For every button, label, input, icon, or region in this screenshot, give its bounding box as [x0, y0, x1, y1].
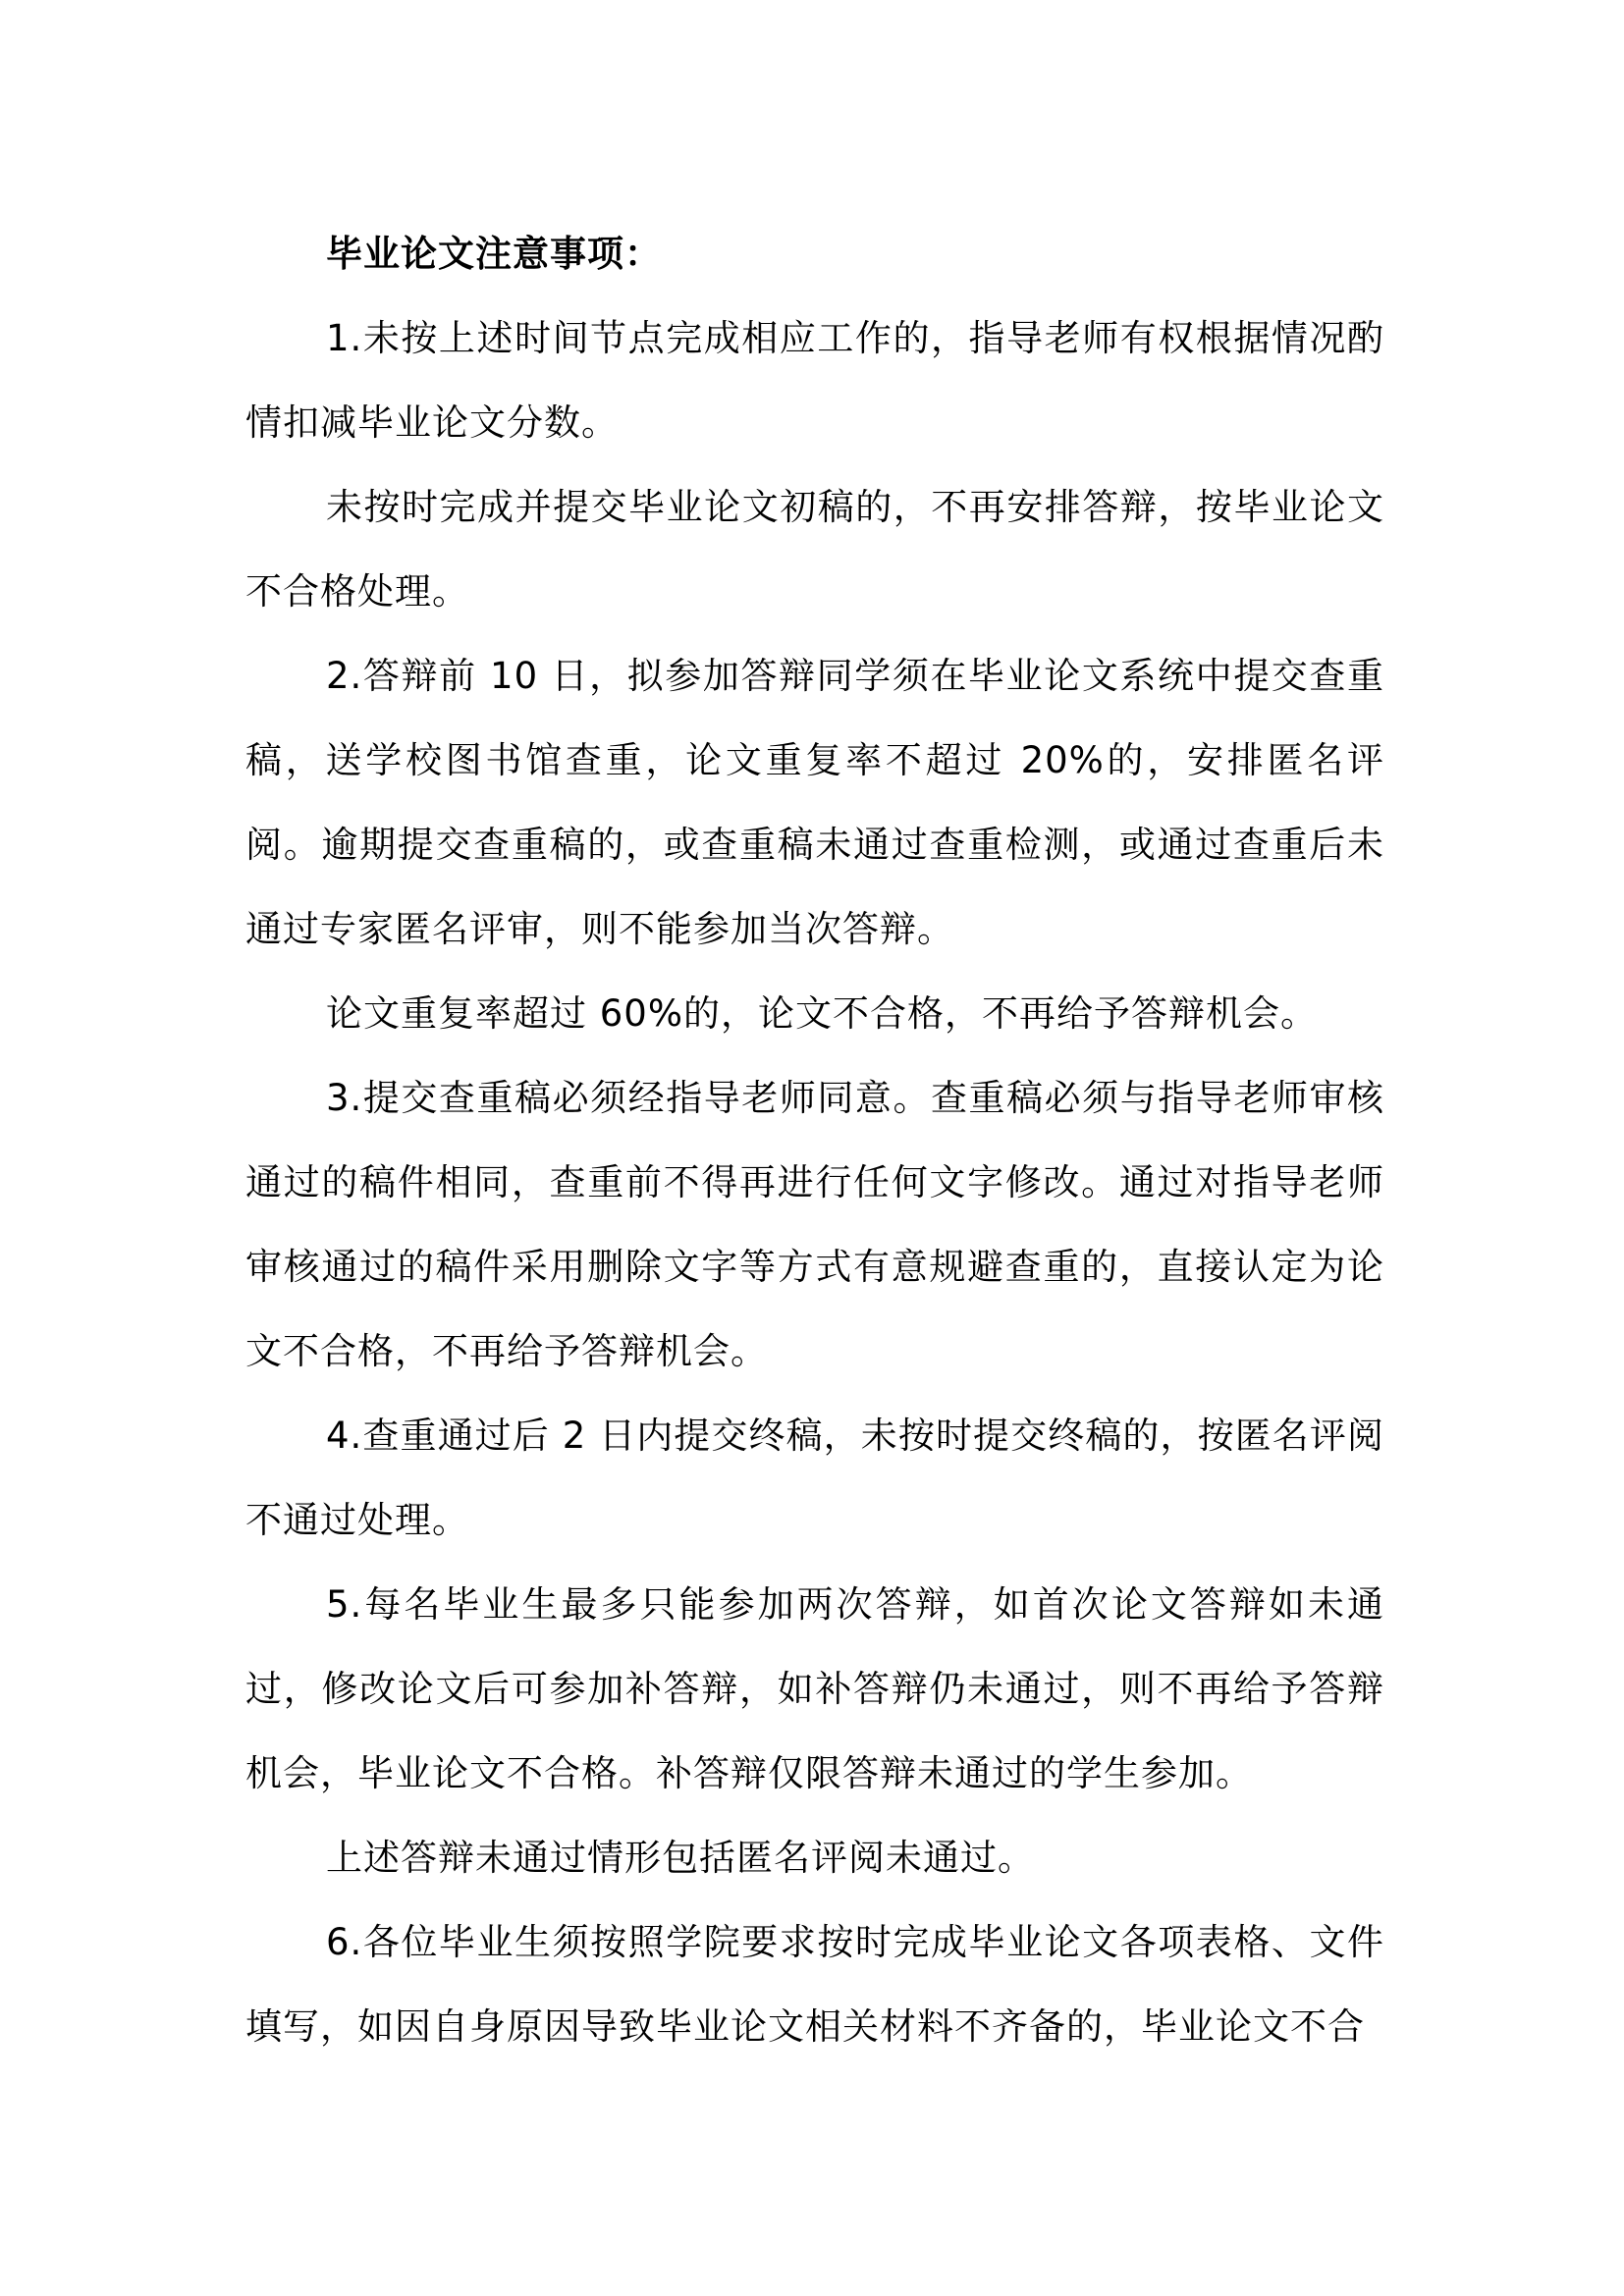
paragraph-7: 5.每名毕业生最多只能参加两次答辩，如首次论文答辩如未通过，修改论文后可参加补答辩，如补答辩仍未通过，则不再给予答辩机会，毕业论文不合格。补答辩仅限答辩未通过的学生参加。 [245, 1583, 1384, 1794]
paragraph-4: 论文重复率超过 60%的，论文不合格，不再给予答辩机会。 [326, 992, 1318, 1035]
paragraph-2: 未按时完成并提交毕业论文初稿的，不再安排答辩，按毕业论文不合格处理。 [245, 486, 1384, 613]
paragraph-9: 6.各位毕业生须按照学院要求按时完成毕业论文各项表格、文件填写，如因自身原因导致毕业论文相关材料不齐备的，毕业论文不合 [245, 1921, 1384, 2048]
paragraph-5: 3.提交查重稿必须经指导老师同意。查重稿必须与指导老师审核通过的稿件相同，查重前不得再进行任何文字修改。通过对指导老师审核通过的稿件采用删除文字等方式有意规避查重的，直接认定为论文不合格，不再给予答辩机会。 [245, 1077, 1384, 1372]
paragraph-3: 2.答辩前 10 日，拟参加答辩同学须在毕业论文系统中提交查重稿，送学校图书馆查重，论文重复率不超过 20%的，安排匿名评阅。逾期提交查重稿的，或查重稿未通过查重检测，或通过查重后未通过专家匿名评审，则不能参加当次答辩。 [245, 655, 1384, 950]
document-body [245, 212, 1384, 2069]
paragraph-8: 上述答辩未通过情形包括匿名评阅未通过。 [326, 1837, 1035, 1879]
section-heading: 毕业论文注意事项： [326, 233, 662, 275]
paragraph-1: 1.未按上述时间节点完成相应工作的，指导老师有权根据情况酌情扣减毕业论文分数。 [245, 317, 1384, 444]
paragraph-6: 4.查重通过后 2 日内提交终稿，未按时提交终稿的，按匿名评阅不通过处理。 [245, 1415, 1384, 1541]
